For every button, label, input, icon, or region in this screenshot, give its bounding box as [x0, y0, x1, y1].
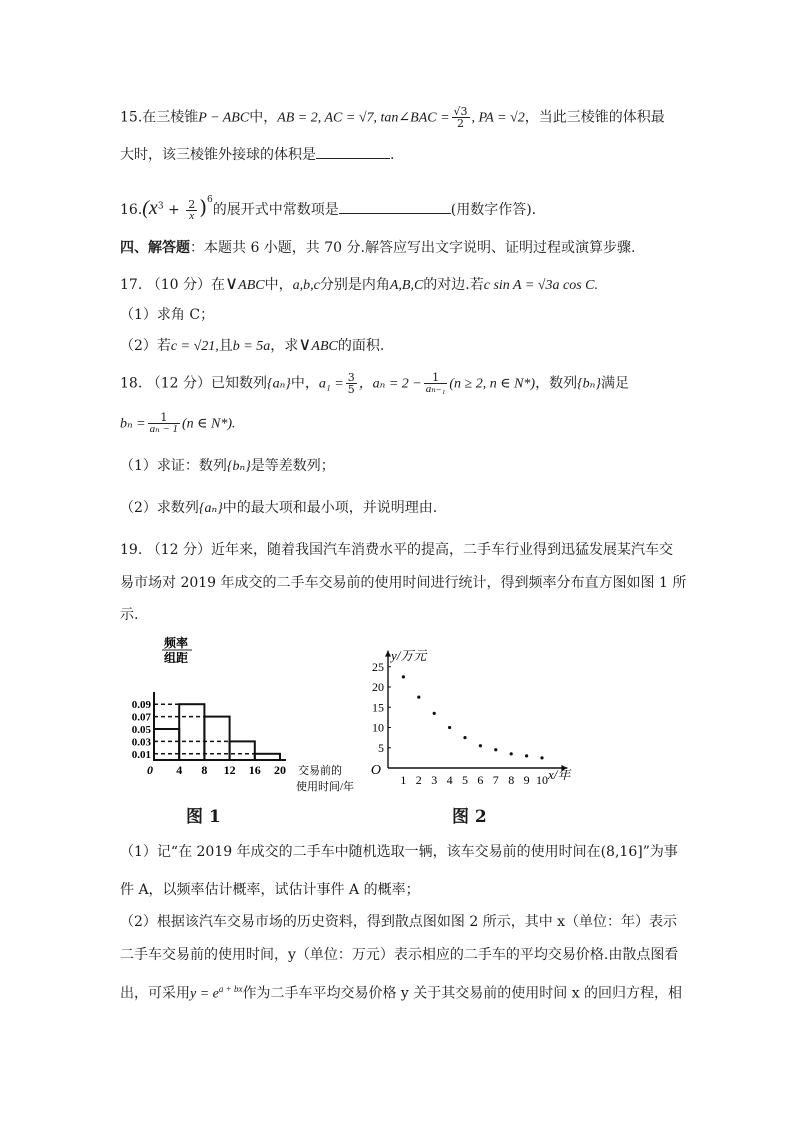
q18-text-d: 满足	[600, 375, 629, 392]
q17-line1	[120, 274, 598, 296]
q19-line3	[120, 605, 138, 625]
fig2-point	[448, 726, 451, 729]
figure1-histogram	[130, 632, 370, 797]
q17-text-c: 分别是内角	[319, 277, 390, 293]
q18-an-def: ，aₙ = 2 −	[358, 376, 422, 392]
q18-a1-num: 3	[347, 371, 355, 384]
q18-part1	[120, 456, 335, 477]
q15-end: .	[390, 147, 395, 163]
fig2-point	[540, 756, 543, 759]
q16-text-b: 的展开式中常数项是	[212, 202, 339, 218]
figure2-caption: 图 2	[452, 807, 487, 827]
fig2-xtick-label: 4	[446, 773, 453, 787]
q19-line1-text: 19. （12 分）近年来，随着我国汽车消费水平的提高，二手车行业得到迅猛发展某汽车交	[120, 542, 673, 558]
q18-bn-num: 1	[148, 412, 180, 424]
q18-label: 18. （12 分）已知数列	[120, 375, 267, 392]
q15-text-c: ，当此三棱锥的体积最	[524, 109, 665, 126]
q15-frac-num: √3	[453, 105, 468, 118]
q18-part2-b: {aₙ}	[198, 501, 223, 516]
fig2-point	[510, 752, 513, 755]
fig1-xtick-label: 20	[274, 763, 286, 777]
q17-part2-cond: c = √21,	[170, 339, 219, 354]
fig2-xtick-label: 8	[508, 773, 515, 787]
fig2-xtick-label: 9	[523, 773, 530, 787]
q18-a1-fraction	[346, 372, 357, 395]
fig2-xtick-label: 3	[431, 773, 438, 787]
q17-part1-text: （1）求角 C；	[120, 307, 215, 323]
triangle-icon: ∨	[298, 334, 312, 355]
fig2-xtick-label: 5	[462, 773, 468, 787]
q18-an-num: 1	[424, 372, 448, 384]
fig2-ytick-label: 10	[372, 720, 384, 735]
q18-bn-def: bₙ =	[120, 416, 146, 432]
q19-part1-line1	[120, 842, 678, 862]
q16-plus: +	[163, 202, 185, 218]
q18-line1	[120, 372, 629, 395]
fig1-bar	[230, 741, 255, 760]
q17-part2	[120, 335, 384, 357]
q16-frac-den: x	[189, 209, 195, 222]
q17-part2-cond2: b = 5a	[232, 339, 271, 354]
fig2-point	[417, 696, 420, 699]
q17-angles: A,B,C	[389, 278, 424, 293]
q19-part1-b: 件 A，以频率估计概率，试估计事件 A 的概率；	[120, 882, 420, 898]
q18-bn-cond: (n ∈ N*).	[182, 416, 236, 432]
figure2-scatter	[366, 642, 580, 792]
q19-formula: y = e	[190, 986, 219, 1002]
fig2-xlabel: x/年	[548, 767, 571, 782]
fig1-ylabel-bottom: 组距	[164, 651, 189, 665]
q19-part1-a: （1）记“在 2019 年成交的二手车中随机选取一辆，该车交易前的使用时间在(8,16]”为事	[120, 844, 678, 860]
section4-text: ：本题共 6 小题，共 70 分.解答应写出文字说明、证明过程或演算步骤.	[190, 240, 636, 256]
fig1-ytick-label: 0.01	[131, 748, 151, 761]
q17-part2-a: （2）若	[120, 338, 171, 354]
fig1-xtick-label: 8	[201, 763, 208, 777]
q16-exp: 6	[207, 195, 213, 205]
fig2-xtick-label: 2	[415, 773, 422, 787]
q17-sides: a,b,c	[292, 278, 320, 293]
q18-a1-den: 5	[347, 383, 355, 396]
q18-bn-fraction	[148, 412, 180, 435]
q16-answer-blank[interactable]	[339, 199, 451, 214]
q19-formula-exp: a + bx	[218, 984, 243, 994]
q19-part2-c1: 出，可采用	[120, 985, 190, 1002]
q15-pa: , PA = √2	[471, 110, 525, 126]
fig1-ytick-label: 0.09	[131, 699, 151, 712]
fig2-origin-label: O	[370, 763, 381, 778]
q16-fraction	[186, 199, 197, 222]
fig2-point	[402, 675, 405, 678]
fig2-ytick-label: 5	[378, 740, 384, 755]
fig2-point	[479, 744, 482, 747]
fig1-bar	[255, 754, 280, 760]
fig2-point	[525, 754, 528, 757]
q19-part2-a: （2）根据该汽车交易市场的历史资料，得到散点图如图 2 所示，其中 x（单位：年）表示	[120, 914, 678, 930]
q19-part2-line3	[120, 979, 682, 1005]
q15-text-b: 中，	[249, 109, 278, 126]
q18-bn: {bₙ}	[577, 376, 601, 392]
fig1-xlabel-line2: 使用时间/年	[296, 781, 355, 793]
q19-part2-line1	[120, 912, 677, 932]
q19-part2-b: 二手车交易前的使用时间，y（单位：万元）表示相应的二手车的平均交易价格.由散点图看	[120, 947, 679, 963]
q15-line2-text: 大时，该三棱锥外接球的体积是	[120, 147, 316, 163]
q15-answer-blank[interactable]	[316, 144, 390, 159]
q17-condition: c sin A = √3a cos C.	[483, 278, 598, 293]
q17-part2-b: 且	[218, 338, 233, 354]
section4-header	[120, 238, 635, 258]
fig1-xlabel-line1: 交易前的	[298, 765, 342, 777]
q17-part2-c: ，求	[270, 338, 299, 354]
q19-part2-c2: 作为二手车平均交易价格 y 关于其交易前的使用时间 x 的回归方程，相	[242, 985, 683, 1002]
fig2-xtick-label: 10	[536, 773, 548, 787]
section4-title: 四、解答题	[120, 240, 190, 256]
q16-line	[120, 190, 536, 222]
q18-text-b: 中，	[290, 375, 319, 392]
fig1-xtick-label: 16	[248, 763, 261, 777]
fig2-point	[463, 736, 466, 739]
fig1-ylabel-top: 频率	[164, 636, 189, 650]
q17-abc: ABC	[238, 278, 265, 293]
q18-a1: a₁ =	[318, 376, 344, 392]
q18-part2-a: （2）求数列	[120, 500, 199, 516]
q18-cond: (n ≥ 2, n ∈ N*)	[449, 376, 536, 392]
q15-pabc: P − ABC	[198, 110, 250, 126]
q15-conditions: AB = 2, AC = √7, tan∠BAC =	[277, 110, 450, 126]
q17-part2-d: 的面积.	[337, 338, 385, 354]
q19-line1	[120, 540, 673, 560]
q16-sup: 3	[157, 201, 164, 212]
fig1-xtick-label: 0	[147, 763, 153, 777]
fig2-ytick-label: 15	[372, 700, 384, 715]
q18-text-c: ，数列	[535, 375, 578, 392]
q19-part2-line2	[120, 945, 678, 965]
q18-an-den: aₙ₋₁	[425, 383, 446, 395]
q16-paren-open: (x	[142, 197, 158, 219]
q18-part1-b: {bₙ}	[226, 459, 251, 474]
q15-line2	[120, 144, 394, 165]
q17-label: 17. （10 分）在	[120, 277, 225, 293]
q17-text-b: 中，	[264, 277, 293, 293]
q16-text-c: (用数字作答).	[450, 202, 537, 218]
q17-part2-abc: ABC	[311, 339, 338, 354]
q19-line3-text: 示.	[120, 607, 139, 623]
q18-an: {aₙ}	[266, 376, 291, 392]
q15-frac-den: 2	[457, 117, 465, 130]
q19-line2	[120, 573, 686, 593]
q18-part2-c: 中的最大项和最小项，并说明理由.	[222, 500, 438, 516]
fig1-bar	[179, 704, 204, 760]
fig2-ytick-label: 20	[372, 680, 384, 694]
fig2-point	[433, 712, 436, 715]
fig2-xtick-label: 6	[477, 773, 484, 787]
fig1-bar	[154, 729, 179, 760]
fig1-ytick-label: 0.03	[131, 736, 151, 749]
q18-bn-den: aₙ − 1	[149, 423, 179, 435]
fig1-ytick-label: 0.05	[131, 724, 151, 736]
q15-label: 15.在三棱锥	[120, 109, 199, 126]
q17-part1	[120, 305, 214, 325]
q18-an-fraction	[424, 372, 448, 395]
fig1-xtick-label: 4	[176, 763, 183, 777]
q18-part2	[120, 498, 437, 519]
q17-text-d: 的对边.若	[423, 277, 484, 293]
fig1-ytick-label: 0.07	[131, 711, 151, 724]
q15-line1	[120, 106, 665, 129]
fig2-ylabel: y/万元	[391, 648, 427, 663]
q15-fraction	[452, 106, 470, 129]
figure1-caption: 图 1	[186, 807, 221, 827]
q16-paren-close: )	[199, 195, 207, 219]
fig2-point	[494, 748, 497, 751]
fig2-xtick-label: 1	[400, 773, 407, 787]
fig2-xtick-label: 7	[492, 773, 499, 787]
q18-line2	[120, 412, 236, 435]
q16-frac-num: 2	[188, 197, 196, 211]
q19-part1-line2	[120, 880, 420, 900]
q18-part1-a: （1）求证：数列	[120, 458, 227, 474]
q18-part1-c: 是等差数列；	[250, 458, 335, 474]
q16-label: 16.	[120, 202, 143, 218]
triangle-icon: ∨	[224, 273, 239, 294]
q19-line2-text: 易市场对 2019 年成交的二手车交易前的使用时间进行统计，得到频率分布直方图如图 1 所	[120, 575, 687, 591]
fig1-xtick-label: 12	[223, 763, 236, 777]
fig2-ytick-label: 25	[372, 659, 384, 674]
